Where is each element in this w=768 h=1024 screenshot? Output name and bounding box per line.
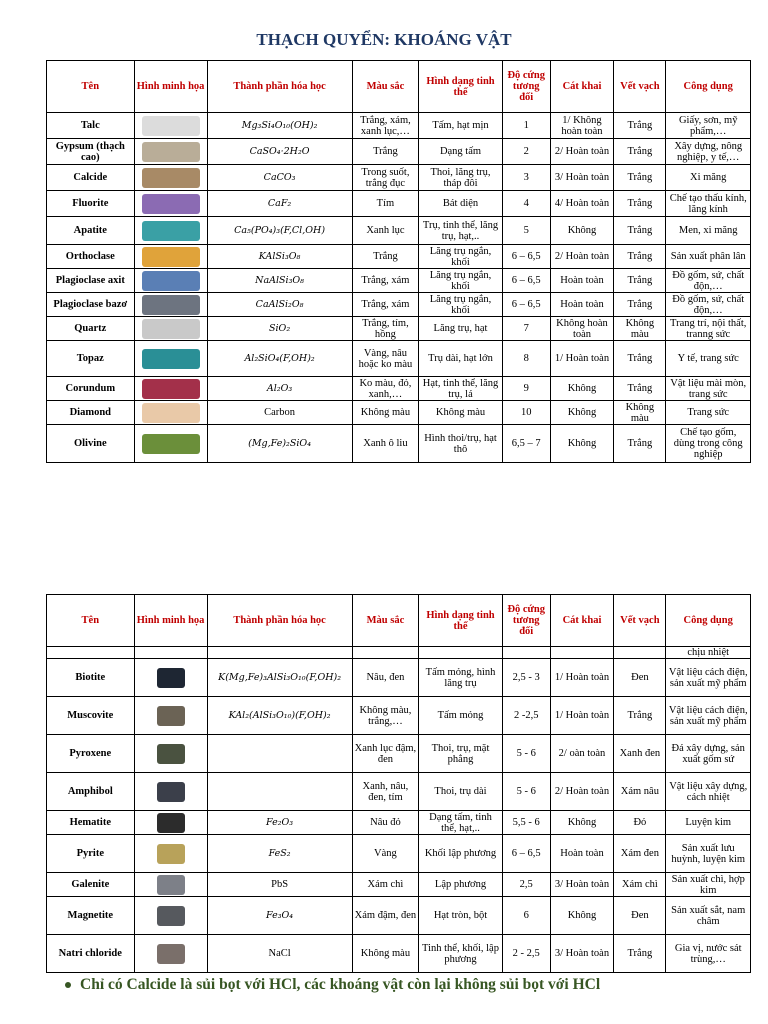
- chemical-formula: Ca₅(PO₄)₃(F,Cl,OH): [207, 217, 352, 245]
- mineral-photo-icon: [157, 844, 185, 864]
- use-cell: Luyện kim: [666, 811, 751, 835]
- hardness-cell: 5,5 - 6: [502, 811, 550, 835]
- use-cell: Xi măng: [666, 165, 751, 191]
- color-cell: Không màu, trắng,…: [352, 697, 419, 735]
- table-row: [47, 935, 751, 973]
- hardness-cell: 2,5: [502, 873, 550, 897]
- hardness-cell: 2 -2,5: [502, 697, 550, 735]
- column-header: Thành phần hóa học: [207, 61, 352, 113]
- color-cell: Vàng: [352, 835, 419, 873]
- cleavage-cell: Hoàn toàn: [550, 293, 614, 317]
- use-cell: Vật liệu xây dựng, cách nhiệt: [666, 773, 751, 811]
- cleavage-cell: 4/ Hoàn toàn: [550, 191, 614, 217]
- streak-cell: Trắng: [614, 935, 666, 973]
- chemical-formula: SiO₂: [207, 317, 352, 341]
- chemical-formula: CaF₂: [207, 191, 352, 217]
- cleavage-cell: Không: [550, 425, 614, 463]
- crystal-shape: Lăng trụ ngắn, khối: [419, 293, 502, 317]
- mineral-photo-icon: [142, 247, 200, 267]
- use-cell: chịu nhiệt: [666, 647, 751, 659]
- crystal-shape: Bát diện: [419, 191, 502, 217]
- table-row: [47, 191, 751, 217]
- hardness-cell: 5 - 6: [502, 773, 550, 811]
- table-row: [47, 659, 751, 697]
- hardness-cell: 5: [502, 217, 550, 245]
- column-header: Hình minh họa: [134, 595, 207, 647]
- color-cell: Ko màu, đỏ, xanh,…: [352, 377, 419, 401]
- chemical-formula: NaCl: [207, 935, 352, 973]
- mineral-name: Plagioclase bazơ: [47, 293, 135, 317]
- cleavage-cell: 2/ Hoàn toàn: [550, 245, 614, 269]
- chemical-formula: Mg₃Si₄O₁₀(OH)₂: [207, 113, 352, 139]
- streak-cell: Xám chì: [614, 873, 666, 897]
- use-cell: Chế tạo thấu kính, lăng kính: [666, 191, 751, 217]
- header-row: [47, 61, 751, 113]
- color-cell: Xám chì: [352, 873, 419, 897]
- table-row: [47, 873, 751, 897]
- hardness-cell: 7: [502, 317, 550, 341]
- streak-cell: Trắng: [614, 217, 666, 245]
- cleavage-cell: 1/ Hoàn toàn: [550, 659, 614, 697]
- mineral-name: Galenite: [47, 873, 135, 897]
- mineral-image: [134, 269, 207, 293]
- mineral-name: Biotite: [47, 659, 135, 697]
- mineral-photo-icon: [142, 194, 200, 214]
- column-header: Độ cứng tương đối: [502, 595, 550, 647]
- mineral-name: Pyroxene: [47, 735, 135, 773]
- table-row: [47, 647, 751, 659]
- use-cell: Y tế, trang sức: [666, 341, 751, 377]
- mineral-name: Talc: [47, 113, 135, 139]
- hardness-cell: 6: [502, 897, 550, 935]
- column-header: Màu sắc: [352, 61, 419, 113]
- table-row: [47, 341, 751, 377]
- use-cell: Vật liệu cách điện, sản xuất mỹ phẩm: [666, 659, 751, 697]
- color-cell: Không màu: [352, 935, 419, 973]
- table-row: [47, 835, 751, 873]
- color-cell: Không màu: [352, 401, 419, 425]
- mineral-image: [134, 425, 207, 463]
- column-header: Thành phần hóa học: [207, 595, 352, 647]
- crystal-shape: Thoi, lăng trụ, tháp đôi: [419, 165, 502, 191]
- use-cell: Đồ gốm, sứ, chất độn,…: [666, 293, 751, 317]
- crystal-shape: Dạng tấm: [419, 139, 502, 165]
- crystal-shape: Trụ, tinh thể, lăng trụ, hạt,..: [419, 217, 502, 245]
- hardness-cell: 4: [502, 191, 550, 217]
- mineral-image: [134, 165, 207, 191]
- header-row: [47, 595, 751, 647]
- mineral-image: [134, 113, 207, 139]
- crystal-shape: Thoi, trụ, mặt phẳng: [419, 735, 502, 773]
- chemical-formula: KAl₂(AlSi₃O₁₀)(F,OH)₂: [207, 697, 352, 735]
- table-row: [47, 317, 751, 341]
- chemical-formula: CaSO₄·2H₂O: [207, 139, 352, 165]
- use-cell: Gia vị, nước sát trùng,…: [666, 935, 751, 973]
- streak-cell: Xám nâu: [614, 773, 666, 811]
- crystal-shape: Lăng trụ ngắn, khối: [419, 269, 502, 293]
- hardness-cell: 5 - 6: [502, 735, 550, 773]
- mineral-image: [134, 377, 207, 401]
- use-cell: Vật liệu cách điện, sản xuất mỹ phẩm: [666, 697, 751, 735]
- streak-cell: Không màu: [614, 317, 666, 341]
- mineral-name: Apatite: [47, 217, 135, 245]
- mineral-image: [134, 873, 207, 897]
- cleavage-cell: 3/ Hoàn toàn: [550, 935, 614, 973]
- streak-cell: Trắng: [614, 245, 666, 269]
- cleavage-cell: Không: [550, 811, 614, 835]
- crystal-shape: Hình thoi/trụ, hạt thô: [419, 425, 502, 463]
- use-cell: Trang sức: [666, 401, 751, 425]
- mineral-photo-icon: [157, 782, 185, 802]
- table-row: [47, 165, 751, 191]
- chemical-formula: [207, 773, 352, 811]
- mineral-name: Fluorite: [47, 191, 135, 217]
- use-cell: Đồ gốm, sứ, chất độn,…: [666, 269, 751, 293]
- page-title: THẠCH QUYỂN: KHOÁNG VẬT: [256, 30, 512, 49]
- bullet-icon: [65, 982, 71, 988]
- mineral-name: Olivine: [47, 425, 135, 463]
- column-header: Hình dạng tinh thể: [419, 61, 502, 113]
- chemical-formula: Fe₃O₄: [207, 897, 352, 935]
- cleavage-cell: 1/ Hoàn toàn: [550, 697, 614, 735]
- column-header: Công dụng: [666, 61, 751, 113]
- mineral-image: [134, 897, 207, 935]
- column-header: Tên: [47, 61, 135, 113]
- cleavage-cell: Hoàn toàn: [550, 835, 614, 873]
- mineral-name: Muscovite: [47, 697, 135, 735]
- crystal-shape: Tinh thể, khối, lập phương: [419, 935, 502, 973]
- cleavage-cell: 1/ Hoàn toàn: [550, 341, 614, 377]
- hardness-cell: 10: [502, 401, 550, 425]
- hardness-cell: 6 – 6,5: [502, 269, 550, 293]
- cleavage-cell: 3/ Hoàn toàn: [550, 165, 614, 191]
- color-cell: Trắng, tím, hồng: [352, 317, 419, 341]
- chemical-formula: Fe₂O₃: [207, 811, 352, 835]
- mineral-name: Orthoclase: [47, 245, 135, 269]
- crystal-shape: Dạng tấm, tinh thể, hạt,..: [419, 811, 502, 835]
- cleavage-cell: 2/ Hoàn toàn: [550, 139, 614, 165]
- mineral-image: [134, 811, 207, 835]
- mineral-name: Amphibol: [47, 773, 135, 811]
- hardness-cell: 8: [502, 341, 550, 377]
- mineral-photo-icon: [142, 116, 200, 136]
- chemical-formula: CaCO₃: [207, 165, 352, 191]
- mineral-photo-icon: [157, 813, 185, 833]
- cleavage-cell: 1/ Không hoàn toàn: [550, 113, 614, 139]
- mineral-photo-icon: [157, 875, 185, 895]
- cleavage-cell: Không: [550, 897, 614, 935]
- color-cell: Xanh lục: [352, 217, 419, 245]
- cleavage-cell: Không hoàn toàn: [550, 317, 614, 341]
- crystal-shape: Hạt, tinh thể, lăng trụ, lá: [419, 377, 502, 401]
- mineral-photo-icon: [142, 271, 200, 291]
- minerals-table-2: [46, 594, 751, 973]
- color-cell: Trắng: [352, 245, 419, 269]
- mineral-photo-icon: [142, 295, 200, 315]
- streak-cell: Trắng: [614, 341, 666, 377]
- color-cell: Xanh ô liu: [352, 425, 419, 463]
- use-cell: Vật liệu mài mòn, trang sức: [666, 377, 751, 401]
- table-row: [47, 377, 751, 401]
- column-header: Cát khai: [550, 61, 614, 113]
- chemical-formula: K(Mg,Fe)₃AlSi₃O₁₀(F,OH)₂: [207, 659, 352, 697]
- table-row: [47, 401, 751, 425]
- crystal-shape: Tấm mỏng, hình lăng trụ: [419, 659, 502, 697]
- chemical-formula: Al₂SiO₄(F,OH)₂: [207, 341, 352, 377]
- note-text: Chỉ có Calcide là sủi bọt với HCl, các khoáng vật còn lại không sủi bọt với HCl: [80, 976, 601, 993]
- streak-cell: Đỏ: [614, 811, 666, 835]
- mineral-image: [134, 217, 207, 245]
- mineral-image: [134, 317, 207, 341]
- mineral-photo-icon: [142, 319, 200, 339]
- chemical-formula: Carbon: [207, 401, 352, 425]
- chemical-formula: [207, 735, 352, 773]
- streak-cell: Trắng: [614, 425, 666, 463]
- streak-cell: Trắng: [614, 139, 666, 165]
- hardness-cell: 3: [502, 165, 550, 191]
- table-row: [47, 245, 751, 269]
- table-row: [47, 269, 751, 293]
- hardness-cell: 2: [502, 139, 550, 165]
- mineral-photo-icon: [142, 168, 200, 188]
- use-cell: Sản xuất phân lân: [666, 245, 751, 269]
- chemical-formula: FeS₂: [207, 835, 352, 873]
- table-row: [47, 735, 751, 773]
- cleavage-cell: 2/ oàn toàn: [550, 735, 614, 773]
- hardness-cell: 6 – 6,5: [502, 245, 550, 269]
- mineral-photo-icon: [157, 706, 185, 726]
- color-cell: Xám đậm, đen: [352, 897, 419, 935]
- mineral-name: Topaz: [47, 341, 135, 377]
- mineral-image: [134, 773, 207, 811]
- crystal-shape: Tấm mỏng: [419, 697, 502, 735]
- streak-cell: Trắng: [614, 377, 666, 401]
- cleavage-cell: Không: [550, 377, 614, 401]
- table-row: [47, 773, 751, 811]
- table-row: [47, 113, 751, 139]
- mineral-photo-icon: [142, 379, 200, 399]
- crystal-shape: Lăng trụ, hạt: [419, 317, 502, 341]
- column-header: Cát khai: [550, 595, 614, 647]
- mineral-photo-icon: [142, 221, 200, 241]
- streak-cell: Trắng: [614, 269, 666, 293]
- use-cell: Chế tạo gốm, dùng trong công nghiệp: [666, 425, 751, 463]
- use-cell: Sản xuất lưu huỳnh, luyện kim: [666, 835, 751, 873]
- hardness-cell: 6 – 6,5: [502, 835, 550, 873]
- crystal-shape: Trụ dài, hạt lớn: [419, 341, 502, 377]
- color-cell: Vàng, nâu hoặc ko màu: [352, 341, 419, 377]
- chemical-formula: KAlSi₃O₈: [207, 245, 352, 269]
- crystal-shape: Lập phương: [419, 873, 502, 897]
- column-header: Vết vạch: [614, 61, 666, 113]
- color-cell: Nâu, đen: [352, 659, 419, 697]
- column-header: Màu sắc: [352, 595, 419, 647]
- mineral-name: Quartz: [47, 317, 135, 341]
- crystal-shape: Tấm, hạt mịn: [419, 113, 502, 139]
- streak-cell: Trắng: [614, 165, 666, 191]
- mineral-name: Calcide: [47, 165, 135, 191]
- color-cell: Xanh lục đậm, đen: [352, 735, 419, 773]
- streak-cell: Trắng: [614, 191, 666, 217]
- mineral-photo-icon: [142, 403, 200, 423]
- chemical-formula: (Mg,Fe)₂SiO₄: [207, 425, 352, 463]
- cleavage-cell: 3/ Hoàn toàn: [550, 873, 614, 897]
- chemical-formula: PbS: [207, 873, 352, 897]
- mineral-image: [134, 293, 207, 317]
- hardness-cell: 6,5 – 7: [502, 425, 550, 463]
- mineral-photo-icon: [142, 142, 200, 162]
- streak-cell: Đen: [614, 897, 666, 935]
- table-row: [47, 293, 751, 317]
- table-row: [47, 811, 751, 835]
- chemical-formula: CaAlSi₂O₈: [207, 293, 352, 317]
- mineral-image: [134, 735, 207, 773]
- mineral-image: [134, 659, 207, 697]
- mineral-image: [134, 191, 207, 217]
- mineral-image: [134, 341, 207, 377]
- cleavage-cell: Không: [550, 401, 614, 425]
- table-row: [47, 139, 751, 165]
- mineral-name: Plagioclase axit: [47, 269, 135, 293]
- color-cell: Tím: [352, 191, 419, 217]
- crystal-shape: Thoi, trụ dài: [419, 773, 502, 811]
- color-cell: Trắng, xám, xanh lục,…: [352, 113, 419, 139]
- column-header: Tên: [47, 595, 135, 647]
- mineral-name: Diamond: [47, 401, 135, 425]
- column-header: Độ cứng tương đối: [502, 61, 550, 113]
- use-cell: Men, xi măng: [666, 217, 751, 245]
- use-cell: Sản xuất sắt, nam châm: [666, 897, 751, 935]
- color-cell: Nâu đỏ: [352, 811, 419, 835]
- mineral-image: [134, 245, 207, 269]
- hardness-cell: 2,5 - 3: [502, 659, 550, 697]
- streak-cell: Trắng: [614, 293, 666, 317]
- streak-cell: Trắng: [614, 113, 666, 139]
- streak-cell: Xám đen: [614, 835, 666, 873]
- mineral-photo-icon: [142, 349, 200, 369]
- hardness-cell: 6 – 6,5: [502, 293, 550, 317]
- crystal-shape: Lăng trụ ngắn, khối: [419, 245, 502, 269]
- cleavage-cell: Không: [550, 217, 614, 245]
- use-cell: Xây dựng, nông nghiệp, y tế,…: [666, 139, 751, 165]
- use-cell: Giấy, sơn, mỹ phẩm,…: [666, 113, 751, 139]
- cleavage-cell: Hoàn toàn: [550, 269, 614, 293]
- table-row: [47, 425, 751, 463]
- note: [80, 976, 600, 994]
- mineral-image: [134, 835, 207, 873]
- color-cell: Xanh, nâu, đen, tím: [352, 773, 419, 811]
- mineral-image: [134, 935, 207, 973]
- column-header: Công dụng: [666, 595, 751, 647]
- column-header: Hình dạng tinh thể: [419, 595, 502, 647]
- minerals-table-1: [46, 60, 751, 463]
- streak-cell: Không màu: [614, 401, 666, 425]
- use-cell: Đá xây dựng, sản xuất gốm sứ: [666, 735, 751, 773]
- mineral-photo-icon: [142, 434, 200, 454]
- hardness-cell: 9: [502, 377, 550, 401]
- mineral-image: [134, 697, 207, 735]
- streak-cell: Trắng: [614, 697, 666, 735]
- mineral-photo-icon: [157, 906, 185, 926]
- mineral-name: Magnetite: [47, 897, 135, 935]
- mineral-name: Hematite: [47, 811, 135, 835]
- cleavage-cell: 2/ Hoàn toàn: [550, 773, 614, 811]
- mineral-name: Pyrite: [47, 835, 135, 873]
- chemical-formula: NaAlSi₃O₈: [207, 269, 352, 293]
- mineral-photo-icon: [157, 744, 185, 764]
- use-cell: Trang trí, nội thất, tranng sức: [666, 317, 751, 341]
- crystal-shape: Hạt tròn, bột: [419, 897, 502, 935]
- table-row: [47, 217, 751, 245]
- streak-cell: Xanh đen: [614, 735, 666, 773]
- mineral-photo-icon: [157, 668, 185, 688]
- hardness-cell: 2 - 2,5: [502, 935, 550, 973]
- mineral-name: Gypsum (thạch cao): [47, 139, 135, 165]
- mineral-name: Natri chloride: [47, 935, 135, 973]
- color-cell: Trắng, xám: [352, 293, 419, 317]
- column-header: Hình minh họa: [134, 61, 207, 113]
- mineral-name: Corundum: [47, 377, 135, 401]
- mineral-image: [134, 139, 207, 165]
- hardness-cell: 1: [502, 113, 550, 139]
- color-cell: Trong suốt, trắng đục: [352, 165, 419, 191]
- use-cell: Sản xuất chì, hợp kim: [666, 873, 751, 897]
- chemical-formula: Al₂O₃: [207, 377, 352, 401]
- crystal-shape: Khối lập phương: [419, 835, 502, 873]
- crystal-shape: Không màu: [419, 401, 502, 425]
- color-cell: Trắng: [352, 139, 419, 165]
- column-header: Vết vạch: [614, 595, 666, 647]
- streak-cell: Đen: [614, 659, 666, 697]
- table-row: [47, 897, 751, 935]
- mineral-image: [134, 401, 207, 425]
- table-row: [47, 697, 751, 735]
- color-cell: Trắng, xám: [352, 269, 419, 293]
- mineral-photo-icon: [157, 944, 185, 964]
